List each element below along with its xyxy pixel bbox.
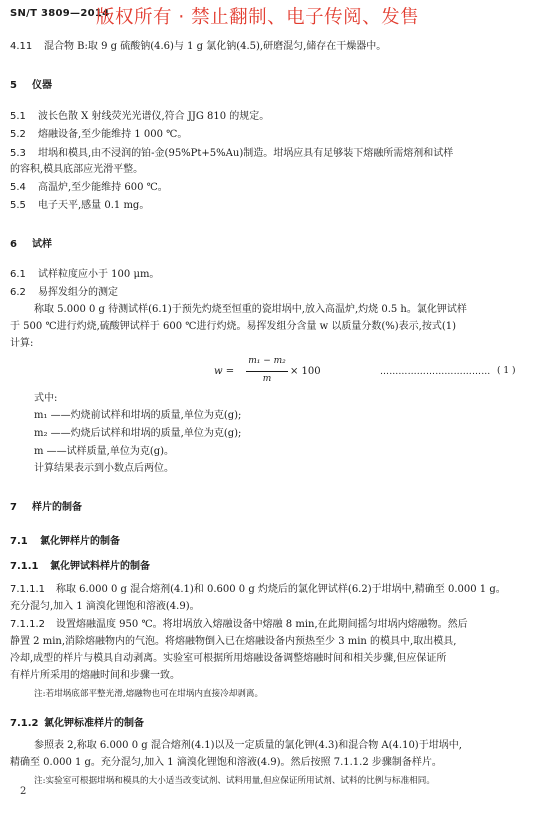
clause-text: 高温炉,至少能维持 600 ℃。 xyxy=(38,182,168,193)
clause-7-1-2-line-2: 精确至 0.000 1 g。充分混匀,加入 1 滴溴化锂饱和溶液(4.9)。然后按照 7.1.1.2 步骤制备样片。 xyxy=(10,757,442,768)
clause-7-1-1-2 xyxy=(10,618,468,632)
clause-text: 混合物 B:取 9 g 硫酸钠(4.6)与 1 g 氯化钠(4.5),研磨混匀,储存在干燥器中。 xyxy=(44,41,387,52)
clause-title: 易挥发组分的测定 xyxy=(38,287,118,298)
result-precision-note: 计算结果表示到小数点后两位。 xyxy=(34,463,174,474)
section-number: 7.1.2 xyxy=(10,718,39,729)
formula-lhs: w = xyxy=(214,366,235,377)
clause-7-1-1-2-line-3: 冷却,成型的样片与模具自动剥离。实验室可根据所用熔融设备调整熔融时间和相关步骤,但应保证所 xyxy=(10,653,447,664)
section-number: 6 xyxy=(10,239,17,250)
clause-5-1 xyxy=(10,110,269,124)
clause-text: 称取 6.000 0 g 混合熔剂(4.1)和 0.600 0 g 灼烧后的氯化钾试样(6.2)于坩埚中,精确至 0.000 1 g。 xyxy=(56,584,506,595)
subsection-7-1-1-heading xyxy=(10,557,150,572)
clause-4-11 xyxy=(10,40,386,54)
clause-number: 5.4 xyxy=(10,182,26,193)
clause-text: 电子天平,感量 0.1 mg。 xyxy=(38,200,150,211)
clause-6-2-line-3: 计算: xyxy=(10,338,34,349)
formula-rhs: × 100 xyxy=(290,366,321,377)
clause-5-4 xyxy=(10,181,168,195)
equation-leader-dots: ……………………………… xyxy=(380,367,491,377)
clause-7-1-1-2-line-2: 静置 2 min,消除熔融物内的气泡。将熔融物倒入已在熔融设备内预热至少 3 min 的模具中,取出模具, xyxy=(10,636,457,647)
clause-6-2-line-2: 于 500 ℃进行灼烧,硫酸钾试样于 600 ℃进行灼烧。易挥发组分含量 w 以质量分数(%)表示,按式(1) xyxy=(10,321,457,332)
where-item: m ——试样质量,单位为克(g)。 xyxy=(34,446,175,457)
section-number: 5 xyxy=(10,80,17,91)
section-title: 氯化钾试料样片的制备 xyxy=(50,561,150,572)
subsection-7-1-2-heading xyxy=(10,714,144,729)
clause-number: 5.1 xyxy=(10,111,26,122)
clause-number: 5.5 xyxy=(10,200,26,211)
clause-number: 7.1.1.2 xyxy=(10,619,45,630)
section-5-heading xyxy=(10,76,52,91)
section-title: 仪器 xyxy=(32,80,52,91)
clause-7-1-2-line-1: 参照表 2,称取 6.000 0 g 混合熔剂(4.1)以及一定质量的氯化钾(4.3)和混合物 A(4.10)于坩埚中, xyxy=(34,740,462,751)
clause-5-2 xyxy=(10,128,187,142)
clause-5-3 xyxy=(10,147,453,161)
section-title: 氯化钾标准样片的制备 xyxy=(44,718,144,729)
clause-number: 5.2 xyxy=(10,129,26,140)
note-2: 注:实验室可根据坩埚和模具的大小适当改变试剂、试料用量,但应保证所用试剂、试料的比例与标准相同。 xyxy=(34,776,435,786)
standard-code: SN/T 3809—2014 xyxy=(10,8,110,19)
where-intro: 式中: xyxy=(34,393,58,404)
clause-7-1-1-1-line-2: 充分混匀,加入 1 滴溴化锂饱和溶液(4.9)。 xyxy=(10,601,200,612)
clause-5-3-continued: 的容积,模具底部应光滑平整。 xyxy=(10,164,144,175)
clause-6-2-title xyxy=(10,286,118,300)
copyright-watermark: 版权所有 · 禁止翻制、电子传阅、发售 xyxy=(96,7,420,28)
section-number: 7.1 xyxy=(10,536,28,547)
where-item: m₂ ——灼烧后试样和坩埚的质量,单位为克(g); xyxy=(34,428,242,439)
section-7-heading xyxy=(10,498,82,513)
clause-text: 设置熔融温度 950 ℃。将坩埚放入熔融设备中熔融 8 min,在此期间摇匀坩埚内熔融物。然后 xyxy=(56,619,468,630)
note-1: 注:若坩埚底部平整光滑,熔融物也可在坩埚内直接冷却剥离。 xyxy=(34,689,264,699)
where-item: m₁ ——灼烧前试样和坩埚的质量,单位为克(g); xyxy=(34,410,242,421)
clause-7-1-1-1 xyxy=(10,583,506,597)
fraction-bar xyxy=(246,371,288,372)
clause-text: 波长色散 X 射线荧光光谱仪,符合 JJG 810 的规定。 xyxy=(38,111,270,122)
clause-6-2-line-1: 称取 5.000 0 g 待测试样(6.1)于预先灼烧至恒重的瓷坩埚中,放入高温炉,灼烧 0.5 h。氯化钾试样 xyxy=(34,304,467,315)
formula-denominator: m xyxy=(262,374,272,384)
clause-text: 熔融设备,至少能维持 1 000 ℃。 xyxy=(38,129,188,140)
clause-text: 坩埚和模具,由不浸润的铂-金(95%Pt+5%Au)制造。坩埚应具有足够装下熔融所需熔剂和试样 xyxy=(38,148,454,159)
page-number: 2 xyxy=(20,786,27,797)
clause-number: 5.3 xyxy=(10,148,26,159)
equation-number: ( 1 ) xyxy=(497,366,516,376)
clause-number: 6.1 xyxy=(10,269,26,280)
section-title: 样片的制备 xyxy=(32,502,82,513)
clause-6-1 xyxy=(10,268,159,282)
clause-number: 7.1.1.1 xyxy=(10,584,45,595)
section-number: 7 xyxy=(10,502,17,513)
formula-numerator: m₁ − m₂ xyxy=(248,356,286,366)
subsection-7-1-heading xyxy=(10,532,120,547)
section-title: 氯化钾样片的制备 xyxy=(40,536,120,547)
section-number: 7.1.1 xyxy=(10,561,39,572)
clause-7-1-1-2-line-4: 有样片所采用的熔融时间和步骤一致。 xyxy=(10,670,180,681)
clause-number: 4.11 xyxy=(10,41,33,52)
clause-text: 试样粒度应小于 100 μm。 xyxy=(38,269,160,280)
section-6-heading xyxy=(10,235,52,250)
section-title: 试样 xyxy=(32,239,52,250)
clause-5-5 xyxy=(10,199,149,213)
clause-number: 6.2 xyxy=(10,287,26,298)
